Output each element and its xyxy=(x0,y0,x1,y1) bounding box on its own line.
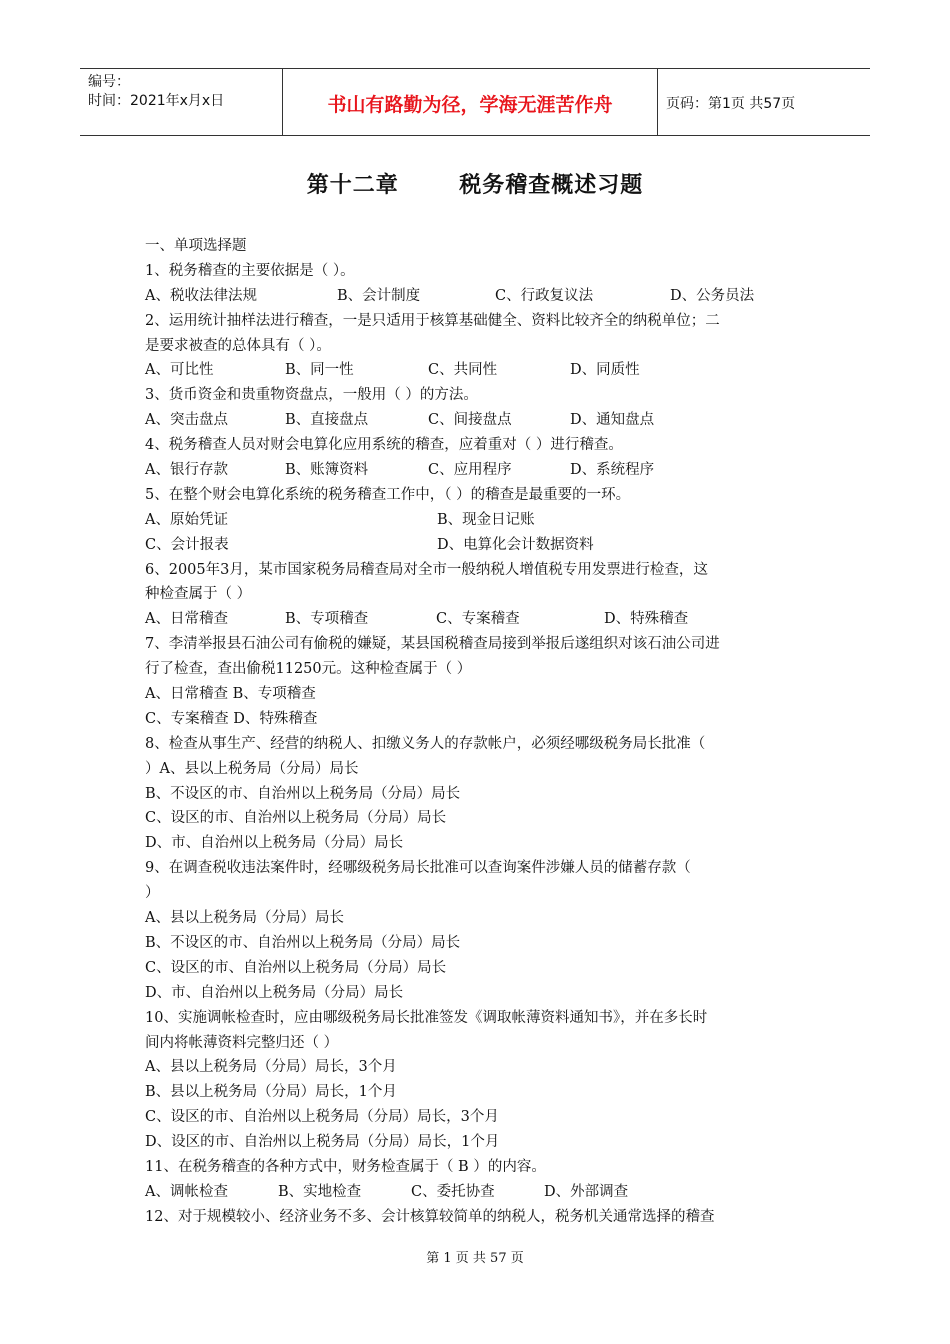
question-12: 12、对于规模较小、经济业务不多、会计核算较简单的纳税人，税务机关通常选择的稽查 xyxy=(145,1208,715,1225)
question-3: 3、货币资金和贵重物资盘点，一般用（ ）的方法。 xyxy=(145,387,478,404)
option: C、专案稽查 xyxy=(436,611,520,628)
options-2 xyxy=(145,358,810,383)
option-9c: C、设区的市、自治州以上税务局（分局）局长 xyxy=(145,959,447,976)
options-7b: C、专案稽查 D、特殊稽查 xyxy=(145,710,318,727)
time-label: 时间：2021年x月x日 xyxy=(88,93,225,109)
option: B、专项稽查 xyxy=(285,611,369,628)
document-body xyxy=(145,234,810,1230)
options-1 xyxy=(145,284,810,309)
question-7-cont: 行了检查，查出偷税11250元。这种检查属于（ ） xyxy=(145,661,472,678)
question-1: 1、税务稽查的主要依据是（ ）。 xyxy=(145,262,355,279)
option: D、公务员法 xyxy=(670,287,755,304)
option-8b: B、不设区的市、自治州以上税务局（分局）局长 xyxy=(145,785,461,802)
option-10a: A、县以上税务局（分局）局长，3个月 xyxy=(145,1059,397,1076)
page-title: 第十二章 税务稽查概述习题 xyxy=(306,173,644,198)
question-9: 9、在调查税收违法案件时，经哪级税务局长批准可以查询案件涉嫌人员的储蓄存款（ xyxy=(145,860,691,877)
option: A、日常稽查 xyxy=(145,611,228,628)
option: C、委托协查 xyxy=(411,1183,495,1200)
option: A、调帐检查 xyxy=(145,1183,228,1200)
option: B、会计制度 xyxy=(337,287,421,304)
option-10c: C、设区的市、自治州以上税务局（分局）局长，3个月 xyxy=(145,1109,499,1126)
options-7a: A、日常稽查 B、专项稽查 xyxy=(145,686,316,703)
header-table xyxy=(80,68,870,136)
options-4 xyxy=(145,458,810,483)
option: A、税收法律法规 xyxy=(145,287,257,304)
option-9b: B、不设区的市、自治州以上税务局（分局）局长 xyxy=(145,934,461,951)
option: D、电算化会计数据资料 xyxy=(437,536,594,553)
option: D、特殊稽查 xyxy=(604,611,689,628)
option-9d: D、市、自治州以上税务局（分局）局长 xyxy=(145,984,404,1001)
option: C、应用程序 xyxy=(428,462,512,479)
question-2-cont: 是要求被查的总体具有（ ）。 xyxy=(145,337,331,354)
option: C、间接盘点 xyxy=(428,412,512,429)
option: D、同质性 xyxy=(570,362,640,379)
option: C、共同性 xyxy=(428,362,498,379)
option-10b: B、县以上税务局（分局）局长，1个月 xyxy=(145,1084,397,1101)
page-footer: 第 1 页 共 57 页 xyxy=(426,1251,524,1266)
options-11 xyxy=(145,1180,810,1205)
option: D、系统程序 xyxy=(570,462,655,479)
options-3 xyxy=(145,408,810,433)
option: B、实地检查 xyxy=(278,1183,362,1200)
option-10d: D、设区的市、自治州以上税务局（分局）局长，1个月 xyxy=(145,1134,500,1151)
option: B、直接盘点 xyxy=(285,412,369,429)
option: A、突击盘点 xyxy=(145,412,228,429)
question-11: 11、在税务稽查的各种方式中，财务检查属于（ B ）的内容。 xyxy=(145,1158,546,1175)
option: D、通知盘点 xyxy=(570,412,655,429)
option: D、外部调查 xyxy=(544,1183,629,1200)
header-meta xyxy=(80,69,282,135)
options-6 xyxy=(145,607,810,632)
number-label: 编号： xyxy=(88,74,130,90)
question-10: 10、实施调帐检查时，应由哪级税务局长批准签发《调取帐薄资料通知书》，并在多长时 xyxy=(145,1009,708,1026)
option: A、银行存款 xyxy=(145,462,228,479)
option-8c: C、设区的市、自治州以上税务局（分局）局长 xyxy=(145,810,447,827)
question-10-cont: 间内将帐薄资料完整归还（ ） xyxy=(145,1034,339,1051)
question-6: 6、2005年3月，某市国家税务局稽查局对全市一般纳税人增值税专用发票进行检查，这 xyxy=(145,561,708,578)
option: A、原始凭证 xyxy=(145,511,228,528)
option: A、可比性 xyxy=(145,362,214,379)
question-9-cont: ） xyxy=(145,885,160,902)
question-7: 7、李清举报县石油公司有偷税的嫌疑，某县国税稽查局接到举报后遂组织对该石油公司进 xyxy=(145,636,720,653)
option: B、同一性 xyxy=(285,362,354,379)
option: B、账簿资料 xyxy=(285,462,369,479)
option-9a: A、县以上税务局（分局）局长 xyxy=(145,910,344,927)
question-8: 8、检查从事生产、经营的纳税人、扣缴义务人的存款帐户，必须经哪级税务局长批准（ xyxy=(145,735,706,752)
option: C、行政复议法 xyxy=(495,287,594,304)
section-heading: 一、单项选择题 xyxy=(145,238,247,254)
question-6-cont: 种检查属于（ ） xyxy=(145,586,252,603)
option: C、会计报表 xyxy=(145,536,229,553)
question-8-cont: ）A、县以上税务局（分局）局长 xyxy=(145,760,359,777)
question-2: 2、运用统计抽样法进行稽查，一是只适用于核算基础健全、资料比较齐全的纳税单位；二 xyxy=(145,312,720,329)
question-5: 5、在整个财会电算化系统的税务稽查工作中，（ ）的稽查是最重要的一环。 xyxy=(145,486,631,503)
question-4: 4、税务稽查人员对财会电算化应用系统的稽查，应着重对（ ）进行稽查。 xyxy=(145,437,623,454)
options-5a xyxy=(145,508,810,533)
options-5b xyxy=(145,533,810,558)
motto: 书山有路勤为径，学海无涯苦作舟 xyxy=(282,69,658,135)
page-info: 页码：第1页 共57页 xyxy=(666,96,796,112)
option: B、现金日记账 xyxy=(437,511,535,528)
option-8d: D、市、自治州以上税务局（分局）局长 xyxy=(145,835,404,852)
